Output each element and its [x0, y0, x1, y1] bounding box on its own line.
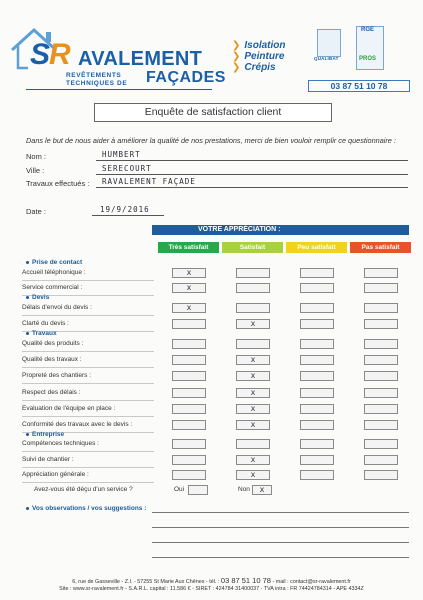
- logo-sr-letters: SR: [30, 38, 70, 71]
- section-title: Entreprise: [26, 431, 64, 439]
- rating-checkbox[interactable]: [236, 303, 270, 313]
- rating-checkbox[interactable]: [300, 404, 334, 414]
- rating-checkbox[interactable]: [172, 470, 206, 480]
- footer-phone: 03 87 51 10 78: [220, 576, 271, 585]
- logo-tagline-2: TECHNIQUES DE: [66, 80, 128, 87]
- logo-underline: [26, 89, 212, 90]
- no-label: Non: [238, 486, 250, 493]
- service-item: ❯ Crépis: [232, 62, 276, 73]
- criterion-label: Délais d'envoi du devis :: [22, 304, 92, 311]
- rating-checkbox[interactable]: [300, 371, 334, 381]
- rating-checkbox[interactable]: [172, 339, 206, 349]
- name-underline: [96, 160, 408, 161]
- rating-checkbox[interactable]: [172, 455, 206, 465]
- rating-checkbox[interactable]: [364, 388, 398, 398]
- criterion-label: Conformité des travaux avec le devis :: [22, 421, 133, 428]
- rating-checkbox[interactable]: [364, 339, 398, 349]
- bullet-icon: [26, 332, 29, 335]
- date-label: Date :: [26, 207, 47, 216]
- row-separator: [22, 400, 154, 401]
- yes-label: Oui: [174, 486, 185, 493]
- rating-checkbox[interactable]: [172, 404, 206, 414]
- rating-checkbox[interactable]: [364, 303, 398, 313]
- services-list: [232, 40, 286, 73]
- rating-checkbox[interactable]: [300, 470, 334, 480]
- no-check-mark: x: [259, 485, 265, 494]
- rating-checkbox[interactable]: [300, 388, 334, 398]
- logo-facades: FAÇADES: [146, 69, 226, 86]
- check-mark: x: [250, 455, 256, 464]
- column-header: Peu satisfait: [286, 242, 347, 253]
- observations-line[interactable]: [152, 557, 409, 558]
- works-underline: [96, 187, 408, 188]
- check-mark: x: [250, 355, 256, 364]
- rating-checkbox[interactable]: [300, 339, 334, 349]
- bullet-icon: [26, 507, 29, 510]
- rating-checkbox[interactable]: [364, 371, 398, 381]
- criterion-label: Evaluation de l'équipe en place :: [22, 405, 116, 412]
- row-separator: [22, 482, 154, 483]
- rge-pros-label: PROS: [359, 56, 377, 62]
- section-title: Prise de contact: [26, 259, 82, 267]
- rating-checkbox[interactable]: [364, 470, 398, 480]
- name-label: Nom :: [26, 152, 47, 161]
- check-mark: x: [186, 268, 192, 277]
- rating-checkbox[interactable]: [364, 439, 398, 449]
- check-mark: x: [250, 404, 256, 413]
- row-separator: [22, 315, 154, 316]
- qualibat-label: QUALIBAT: [314, 56, 339, 61]
- row-separator: [22, 467, 154, 468]
- rating-checkbox[interactable]: [364, 355, 398, 365]
- criterion-label: Respect des délais :: [22, 389, 81, 396]
- check-mark: x: [250, 470, 256, 479]
- name-field[interactable]: HUMBERT: [102, 150, 141, 159]
- check-mark: x: [186, 283, 192, 292]
- city-underline: [96, 174, 408, 175]
- city-label: Ville :: [26, 166, 45, 175]
- section-title: Devis: [26, 294, 49, 302]
- criterion-label: Appréciation générale :: [22, 471, 89, 478]
- footer-address: 6, rue de Gasseville - Z.I. - 57255 St Marie Aux Chênes - tél. : 03 87 51 10 78 - mail : contact@sr-ravalement.fr: [72, 576, 351, 585]
- rating-checkbox[interactable]: [236, 283, 270, 293]
- rating-checkbox[interactable]: [300, 420, 334, 430]
- city-field[interactable]: SERECOURT: [102, 164, 152, 173]
- observations-label: Vos observations / vos suggestions :: [26, 505, 146, 513]
- row-separator: [22, 280, 154, 281]
- criterion-label: Service commercial :: [22, 284, 83, 291]
- section-title: Travaux: [26, 330, 57, 338]
- rating-checkbox[interactable]: [364, 268, 398, 278]
- criterion-label: Qualité des produits :: [22, 340, 84, 347]
- rating-checkbox[interactable]: [364, 420, 398, 430]
- service-item: ❯ Peinture: [232, 51, 285, 62]
- header-phone: 03 87 51 10 78: [308, 80, 410, 92]
- orange-tick-icon: ❯: [232, 40, 241, 51]
- rating-checkbox[interactable]: [300, 319, 334, 329]
- observations-line[interactable]: [152, 542, 409, 543]
- rating-checkbox[interactable]: [172, 319, 206, 329]
- yes-checkbox[interactable]: [188, 485, 208, 495]
- observations-line[interactable]: [152, 527, 409, 528]
- disappointed-question: Avez-vous été déçu d'un service ?: [34, 486, 133, 493]
- page-title: Enquête de satisfaction client: [94, 103, 332, 122]
- check-mark: x: [250, 388, 256, 397]
- rating-checkbox[interactable]: [300, 283, 334, 293]
- rating-checkbox[interactable]: [364, 404, 398, 414]
- appreciation-header: VOTRE APPRÉCIATION :: [152, 225, 409, 235]
- row-separator: [22, 383, 154, 384]
- rating-checkbox[interactable]: [172, 371, 206, 381]
- row-separator: [22, 367, 154, 368]
- criterion-label: Clarté du devis :: [22, 320, 69, 327]
- bullet-icon: [26, 296, 29, 299]
- observations-line[interactable]: [152, 512, 409, 513]
- rating-checkbox[interactable]: [172, 388, 206, 398]
- works-label: Travaux effectués :: [26, 179, 90, 188]
- row-separator: [22, 351, 154, 352]
- date-field[interactable]: 19/9/2016: [100, 205, 150, 214]
- rating-checkbox[interactable]: [300, 303, 334, 313]
- rating-checkbox[interactable]: [172, 355, 206, 365]
- bullet-icon: [26, 433, 29, 436]
- rge-label: RGE: [361, 27, 375, 33]
- logo-company-name: AVALEMENT: [78, 48, 203, 70]
- row-separator: [22, 416, 154, 417]
- row-separator: [22, 451, 154, 452]
- criterion-label: Accueil téléphonique :: [22, 269, 86, 276]
- footer-legal: Site : www.sr-ravalement.fr - S.A.R.L. capital : 11.586 € - SIRET : 424784 31400037 - TVA intra : FR 74424784314 - APE 4334Z: [59, 586, 364, 592]
- check-mark: x: [250, 319, 256, 328]
- rating-checkbox[interactable]: [364, 283, 398, 293]
- rating-checkbox[interactable]: [172, 420, 206, 430]
- rating-checkbox[interactable]: [236, 268, 270, 278]
- rating-checkbox[interactable]: [300, 355, 334, 365]
- column-header: Satisfait: [222, 242, 283, 253]
- service-item: ❯ Isolation: [232, 40, 286, 51]
- orange-tick-icon: ❯: [232, 51, 241, 62]
- works-field[interactable]: RAVALEMENT FAÇADE: [102, 177, 196, 186]
- column-header: Très satisfait: [158, 242, 219, 253]
- criterion-label: Propreté des chantiers :: [22, 372, 92, 379]
- rating-checkbox[interactable]: [236, 339, 270, 349]
- criterion-label: Compétences techniques :: [22, 440, 99, 447]
- check-mark: x: [186, 303, 192, 312]
- column-header: Pas satisfait: [350, 242, 411, 253]
- rating-checkbox[interactable]: [364, 455, 398, 465]
- check-mark: x: [250, 371, 256, 380]
- qualibat-badge-icon: [317, 29, 341, 57]
- date-underline: [92, 215, 164, 216]
- rating-checkbox[interactable]: [236, 439, 270, 449]
- bullet-icon: [26, 261, 29, 264]
- criterion-label: Qualité des travaux :: [22, 356, 82, 363]
- rating-checkbox[interactable]: [300, 268, 334, 278]
- rating-checkbox[interactable]: [300, 455, 334, 465]
- rating-checkbox[interactable]: [172, 439, 206, 449]
- criterion-label: Suivi de chantier :: [22, 456, 74, 463]
- orange-tick-icon: ❯: [232, 62, 241, 73]
- logo-tagline-1: REVÊTEMENTS: [66, 72, 122, 79]
- check-mark: x: [250, 420, 256, 429]
- rating-checkbox[interactable]: [364, 319, 398, 329]
- rating-checkbox[interactable]: [300, 439, 334, 449]
- intro-text: Dans le but de nous aider à améliorer la qualité de nos prestations, merci de bien vouloir remplir ce questionnaire :: [26, 136, 396, 145]
